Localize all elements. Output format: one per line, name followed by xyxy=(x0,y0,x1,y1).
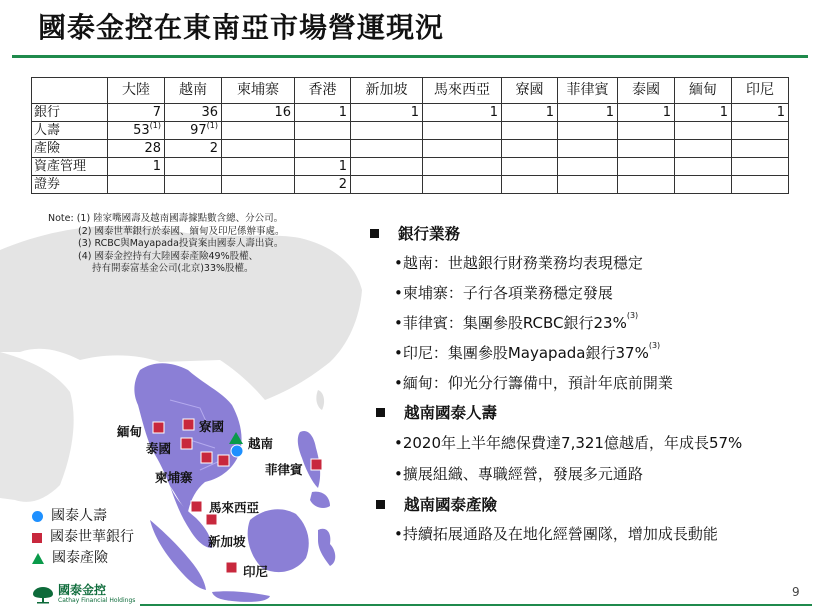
table-cell: 1 xyxy=(502,104,558,122)
footnote-4: (4) 國泰金控持有大陸國泰產險49%股權、 xyxy=(78,250,259,262)
footnote-3: (3) RCBC與Mayapada投資案由國泰人壽出資。 xyxy=(78,238,284,249)
table-cell xyxy=(295,140,351,158)
column-header: 香港 xyxy=(295,78,351,104)
table-cell: 7 xyxy=(108,104,165,122)
map-label-singapore: 新加坡 xyxy=(208,534,246,549)
table-cell xyxy=(351,140,423,158)
table-cell xyxy=(423,140,502,158)
tree-logo-icon xyxy=(32,586,54,604)
operations-table xyxy=(31,77,789,194)
table-cell xyxy=(675,176,732,194)
table-cell xyxy=(618,158,675,176)
table-cell: 1 xyxy=(675,104,732,122)
table-cell xyxy=(222,122,295,140)
map-label-cambodia: 柬埔寨 xyxy=(155,470,193,485)
mindanao-island xyxy=(310,492,330,508)
table-cell xyxy=(502,158,558,176)
table-cell xyxy=(675,158,732,176)
section-item xyxy=(370,312,810,333)
table-cell: 36 xyxy=(165,104,222,122)
row-label: 資產管理 xyxy=(32,158,108,176)
company-logo xyxy=(32,584,135,605)
logo-english: Cathay Financial Holdings xyxy=(58,597,136,604)
table-cell: 2 xyxy=(165,140,222,158)
green-triangle-icon xyxy=(32,553,44,564)
table-cell xyxy=(108,176,165,194)
table-row xyxy=(32,122,789,140)
table-cell: 16 xyxy=(222,104,295,122)
column-header: 大陸 xyxy=(108,78,165,104)
table-cell xyxy=(558,122,618,140)
legend-life-label: 國泰人壽 xyxy=(51,508,107,524)
footnote-marker: (3) xyxy=(648,341,661,350)
table-cell xyxy=(618,140,675,158)
footnote-marker: (3) xyxy=(626,311,639,320)
table-cell: 1 xyxy=(351,104,423,122)
section-item-text: •柬埔寨：子行各項業務穩定發展 xyxy=(394,284,613,302)
legend-bank xyxy=(32,527,134,548)
table-cell xyxy=(351,122,423,140)
bank-marker-laos xyxy=(183,419,194,430)
red-square-icon xyxy=(32,533,42,543)
table-header-row xyxy=(32,78,789,104)
table-cell xyxy=(351,158,423,176)
section-item-text: •緬甸：仰光分行籌備中，預計年底前開業 xyxy=(394,374,673,392)
table-cell xyxy=(222,176,295,194)
table-cell xyxy=(558,140,618,158)
bank-marker-myanmar xyxy=(153,422,164,433)
bank-marker-cambodia xyxy=(201,452,212,463)
taiwan-island xyxy=(316,390,324,410)
bank-marker-vietnam xyxy=(218,455,229,466)
map-legend xyxy=(32,506,134,569)
table-cell: 1 xyxy=(295,104,351,122)
column-header: 越南 xyxy=(165,78,222,104)
legend-life xyxy=(32,506,134,527)
table-cell: 28 xyxy=(108,140,165,158)
section-item-text: •擴展組織、專職經營，發展多元通路 xyxy=(394,465,643,483)
square-bullet-icon xyxy=(376,500,385,509)
table-cell xyxy=(502,122,558,140)
table-cell xyxy=(108,122,165,140)
column-header: 印尼 xyxy=(732,78,789,104)
cell-value: 53 xyxy=(133,123,150,138)
bank-marker-philippines xyxy=(311,459,322,470)
column-header: 新加坡 xyxy=(351,78,423,104)
map-label-vietnam: 越南 xyxy=(248,436,274,451)
footnote-marker: (1) xyxy=(149,121,161,130)
table-row xyxy=(32,176,789,194)
section-title-text: 越南國泰產險 xyxy=(404,496,498,514)
bank-marker-indonesia xyxy=(226,562,237,573)
section-item-text: •2020年上半年總保費達7,321億越盾，年成長57% xyxy=(394,434,743,452)
table-cell xyxy=(222,158,295,176)
footnote-1: Note: (1) 陸家嘴國壽及越南國壽據點數含總、分公司。 xyxy=(48,213,284,224)
section-item xyxy=(370,252,810,273)
india-landmass xyxy=(0,352,74,502)
table-cell xyxy=(502,176,558,194)
section-title-text: 越南國泰人壽 xyxy=(404,404,498,422)
table-row xyxy=(32,140,789,158)
square-bullet-icon xyxy=(370,229,379,238)
square-bullet-icon xyxy=(376,408,385,417)
map-label-malaysia: 馬來西亞 xyxy=(209,500,260,515)
section-item xyxy=(370,432,810,453)
table-cell: 1 xyxy=(732,104,789,122)
section-item xyxy=(370,523,810,544)
table-cell xyxy=(423,176,502,194)
table-cell xyxy=(732,176,789,194)
table-cell: 1 xyxy=(423,104,502,122)
row-label: 人壽 xyxy=(32,122,108,140)
blue-dot-icon xyxy=(32,511,43,522)
sulawesi-island xyxy=(318,529,335,566)
footnote-5: 持有開泰富基金公司(北京)33%股權。 xyxy=(92,263,254,274)
legend-bank-label: 國泰世華銀行 xyxy=(50,529,134,545)
map-label-philippines: 菲律賓 xyxy=(265,462,303,477)
section-title xyxy=(370,222,810,244)
column-header: 寮國 xyxy=(502,78,558,104)
map-label-laos: 寮國 xyxy=(199,419,225,434)
table-cell: 1 xyxy=(295,158,351,176)
table-cell xyxy=(558,176,618,194)
table-cell xyxy=(423,122,502,140)
row-label: 產險 xyxy=(32,140,108,158)
footnote-marker: (1) xyxy=(206,121,218,130)
table-cell: 2 xyxy=(295,176,351,194)
section-item xyxy=(370,342,810,363)
column-header: 馬來西亞 xyxy=(423,78,502,104)
cell-value: 97 xyxy=(190,123,207,138)
section-title-text: 銀行業務 xyxy=(398,225,461,243)
section-title xyxy=(370,401,810,423)
section-item xyxy=(370,463,810,484)
table-cell xyxy=(423,158,502,176)
footer-divider xyxy=(140,604,812,606)
footnotes xyxy=(48,213,284,276)
legend-pc xyxy=(32,548,134,569)
column-header: 泰國 xyxy=(618,78,675,104)
table-cell xyxy=(502,140,558,158)
table-cell: 1 xyxy=(108,158,165,176)
table-row xyxy=(32,158,789,176)
column-header: 柬埔寨 xyxy=(222,78,295,104)
table-cell xyxy=(732,122,789,140)
java-island xyxy=(212,591,270,602)
column-header: 菲律賓 xyxy=(558,78,618,104)
bank-marker-malaysia xyxy=(191,501,202,512)
map-label-indonesia: 印尼 xyxy=(243,564,269,579)
map-label-thailand: 泰國 xyxy=(146,441,172,456)
title-divider xyxy=(12,55,808,58)
bank-marker-thailand xyxy=(181,438,192,449)
section-item-text: •持續拓展通路及在地化經營團隊，增加成長動能 xyxy=(394,525,718,543)
legend-pc-label: 國泰產險 xyxy=(52,550,108,566)
table-cell xyxy=(732,158,789,176)
section-title xyxy=(370,493,810,515)
logo-text xyxy=(58,584,135,605)
page-title: 國泰金控在東南亞市場營運現況 xyxy=(38,11,445,44)
column-header: 緬甸 xyxy=(675,78,732,104)
table-cell xyxy=(165,122,222,140)
logo-chinese: 國泰金控 xyxy=(58,583,107,597)
section-item xyxy=(370,282,810,303)
table-cell xyxy=(675,140,732,158)
table-cell xyxy=(165,158,222,176)
section-item-text: •越南：世越銀行財務業務均表現穩定 xyxy=(394,254,643,272)
table-cell xyxy=(675,122,732,140)
table-cell: 1 xyxy=(618,104,675,122)
page-number: 9 xyxy=(792,585,800,599)
table-cell xyxy=(558,158,618,176)
table-cell: 1 xyxy=(558,104,618,122)
table-cell xyxy=(351,176,423,194)
row-label: 銀行 xyxy=(32,104,108,122)
table-cell xyxy=(732,140,789,158)
section-item-text: •菲律賓：集團參股RCBC銀行23% xyxy=(394,314,627,332)
map-label-myanmar: 緬甸 xyxy=(117,424,143,439)
table-cell xyxy=(165,176,222,194)
table-cell xyxy=(618,122,675,140)
life-marker-vietnam xyxy=(231,445,243,457)
row-label: 證券 xyxy=(32,176,108,194)
table-row xyxy=(32,104,789,122)
section-item xyxy=(370,372,810,393)
section-item-text: •印尼：集團參股Mayapada銀行37% xyxy=(394,344,649,362)
corner-cell xyxy=(32,78,108,104)
table-cell xyxy=(618,176,675,194)
business-sections xyxy=(370,222,810,544)
table-cell xyxy=(295,122,351,140)
table-cell xyxy=(222,140,295,158)
footnote-2: (2) 國泰世華銀行於泰國、緬甸及印尼係辦事處。 xyxy=(78,225,285,237)
